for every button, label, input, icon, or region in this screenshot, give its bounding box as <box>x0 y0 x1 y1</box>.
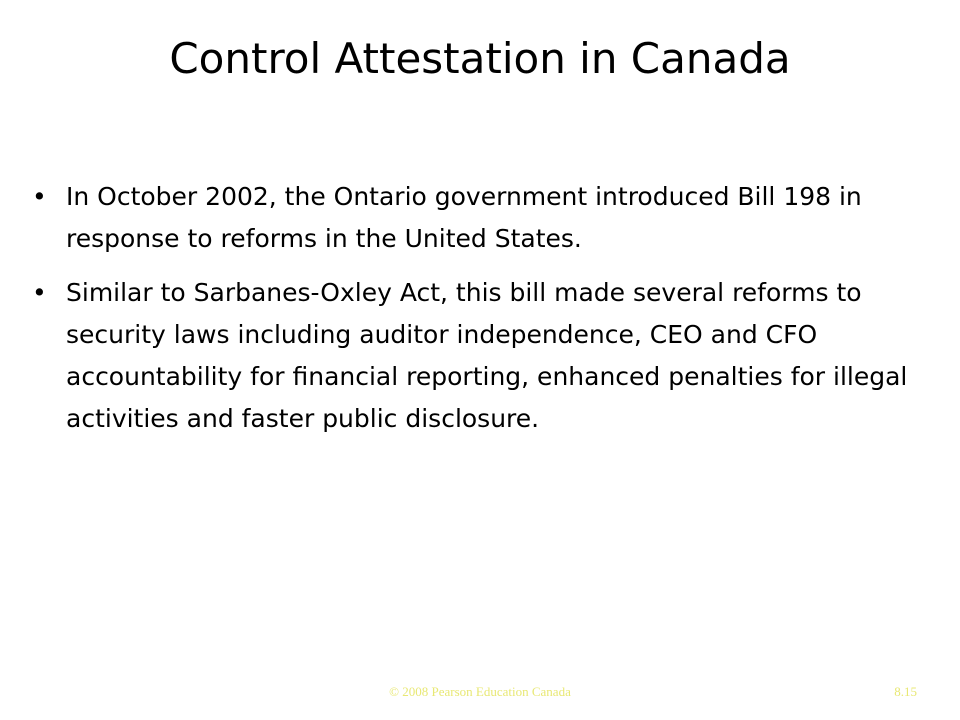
bullet-dot-icon: • <box>32 182 47 211</box>
bullet-item <box>32 176 912 260</box>
slide-title: Control Attestation in Canada <box>169 34 791 83</box>
bullet-text: In October 2002, the Ontario government introduced Bill 198 in response to reforms in the United States. <box>66 182 862 253</box>
bullet-list <box>32 176 912 452</box>
bullet-dot-icon: • <box>32 278 47 307</box>
footer-copyright: © 2008 Pearson Education Canada <box>389 684 571 699</box>
footer-page-number: 8.15 <box>894 684 917 699</box>
bullet-text: Similar to Sarbanes-Oxley Act, this bill made several reforms to security laws including auditor independence, CEO and CFO accountability for financial reporting, enhanced penalties for illegal activities and faster public disclosure. <box>66 278 908 433</box>
bullet-item <box>32 272 912 440</box>
